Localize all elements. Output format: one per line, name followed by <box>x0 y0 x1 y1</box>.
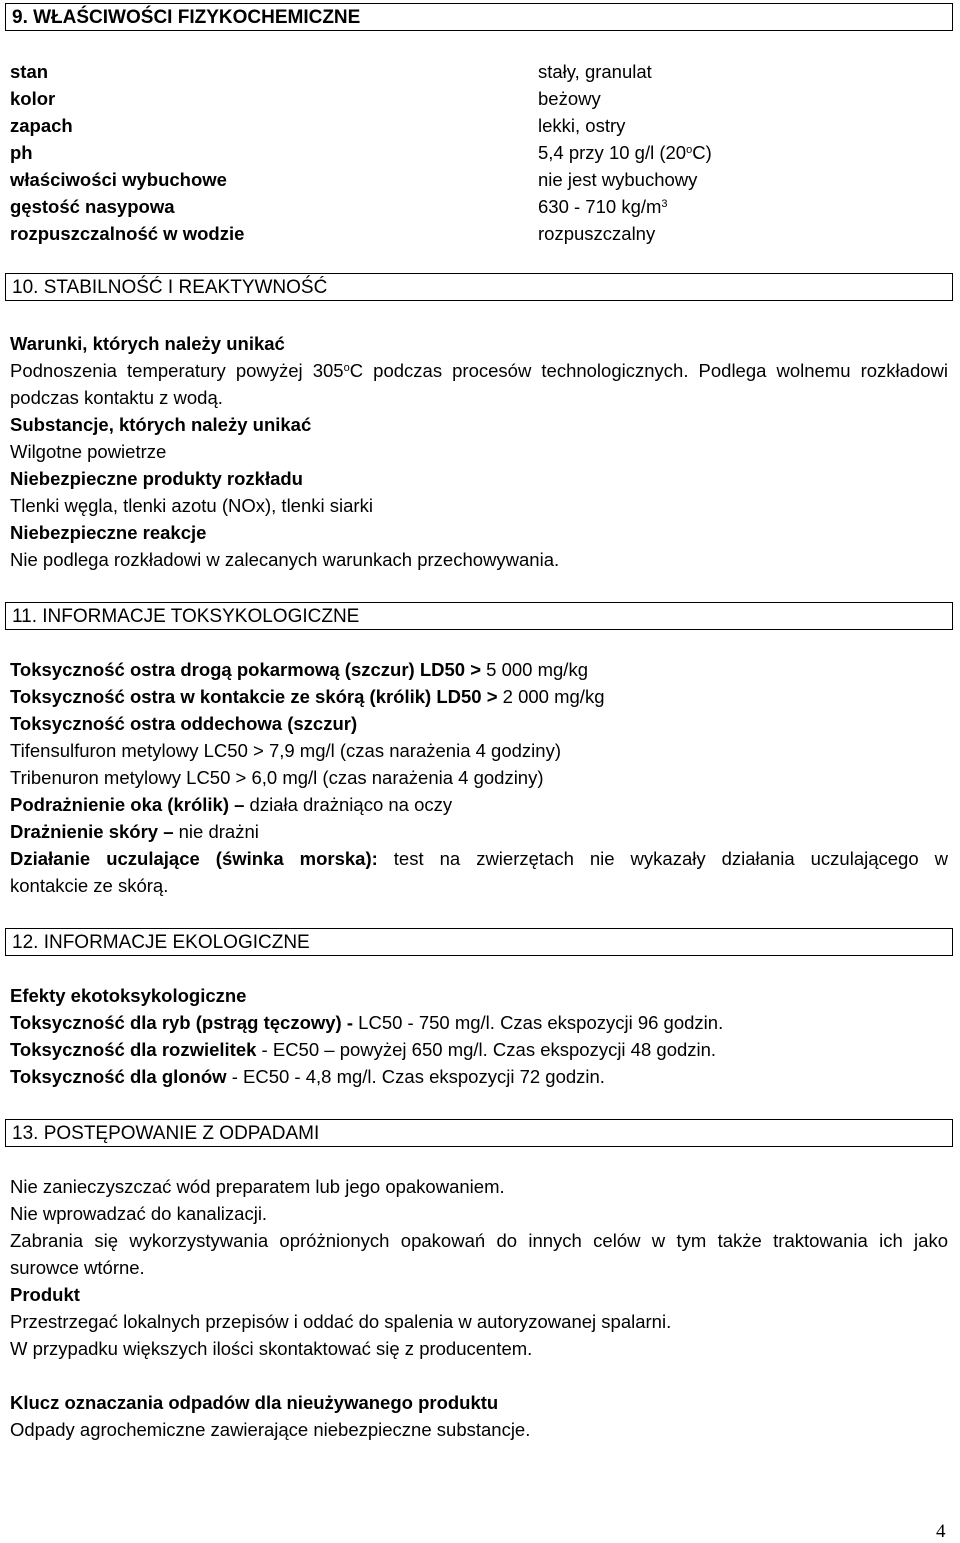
prop-value-explosive: nie jest wybuchowy <box>538 169 698 190</box>
eye-irritation-label: Podrażnienie oka (królik) – <box>10 794 245 815</box>
sensitization-line-1 <box>10 848 948 870</box>
eye-irritation-value: działa drażniąco na oczy <box>244 794 453 815</box>
ecotox-fish-value: LC50 - 750 mg/l. Czas ekspozycji 96 godzin. <box>353 1012 724 1033</box>
density-value-exponent: 3 <box>661 198 668 210</box>
prop-value-bulk-density <box>538 196 668 218</box>
sensitization-label: Działanie uczulające (świnka morska): <box>10 848 378 869</box>
conditions-avoid-line-1 <box>10 360 948 382</box>
product-line-2: W przypadku większych ilości skontaktować się z producentem. <box>10 1338 533 1359</box>
ecotox-fish-line <box>10 1012 723 1034</box>
ecotox-algae-line <box>10 1066 605 1088</box>
ecotox-daphnia-value: - EC50 – powyżej 650 mg/l. Czas ekspozycji 48 godzin. <box>256 1039 717 1060</box>
ph-value-unit: C) <box>692 142 712 163</box>
page-number: 4 <box>936 1521 946 1542</box>
ecotox-fish-label: Toksyczność dla ryb (pstrąg tęczowy) - <box>10 1012 354 1033</box>
conditions-text-b: C podczas procesów technologicznych. Podlega wolnemu rozkładowi <box>349 360 948 381</box>
tox-dermal-label: Toksyczność ostra w kontakcie ze skórą (królik) LD50 > <box>10 686 498 707</box>
prop-value-solubility: rozpuszczalny <box>538 223 656 244</box>
heading-product: Produkt <box>10 1284 80 1305</box>
prop-label-explosive: właściwości wybuchowe <box>10 169 227 190</box>
skin-irritation-line <box>10 821 259 843</box>
tox-oral-label: Toksyczność ostra drogą pokarmową (szczur) LD50 > <box>10 659 482 680</box>
prop-value-ph <box>538 142 712 164</box>
section-9-header <box>5 3 953 31</box>
prop-value-state: stały, granulat <box>538 61 652 82</box>
tox-oral-line <box>10 659 588 681</box>
section-9-title: 9. WŁAŚCIWOŚCI FIZYKOCHEMICZNE <box>12 7 361 28</box>
ph-value-main: 5,4 przy 10 g/l (20 <box>538 142 687 163</box>
ph-value-degree: o <box>686 144 693 156</box>
eye-irritation-line <box>10 794 452 816</box>
section-10-header <box>5 273 953 301</box>
prop-label-color: kolor <box>10 88 56 109</box>
heading-substances-avoid: Substancje, których należy unikać <box>10 414 312 435</box>
waste-line-1: Nie zanieczyszczać wód preparatem lub jego opakowaniem. <box>10 1176 505 1197</box>
conditions-degree: o <box>343 362 350 374</box>
prop-label-state: stan <box>10 61 49 82</box>
product-line-1: Przestrzegać lokalnych przepisów i oddać do spalenia w autoryzowanej spalarni. <box>10 1311 672 1332</box>
skin-irritation-value: nie drażni <box>173 821 259 842</box>
waste-line-2: Nie wprowadzać do kanalizacji. <box>10 1203 268 1224</box>
skin-irritation-label: Drażnienie skóry – <box>10 821 174 842</box>
heading-waste-code: Klucz oznaczania odpadów dla nieużywanego produktu <box>10 1392 499 1413</box>
heading-conditions-avoid: Warunki, których należy unikać <box>10 333 285 354</box>
section-10-title: 10. STABILNOŚĆ I REAKTYWNOŚĆ <box>12 277 328 298</box>
ecotox-algae-label: Toksyczność dla glonów <box>10 1066 227 1087</box>
decomposition-products-text: Tlenki węgla, tlenki azotu (NOx), tlenki siarki <box>10 495 373 516</box>
tox-dermal-value: 2 000 mg/kg <box>497 686 605 707</box>
section-11-title: 11. INFORMACJE TOKSYKOLOGICZNE <box>12 606 360 627</box>
prop-value-odor: lekki, ostry <box>538 115 626 136</box>
ecotox-daphnia-line <box>10 1039 716 1061</box>
tox-inhalation-line-2: Tribenuron metylowy LC50 > 6,0 mg/l (czas narażenia 4 godziny) <box>10 767 544 788</box>
heading-ecotox-effects: Efekty ekotoksykologiczne <box>10 985 247 1006</box>
tox-inhalation-heading: Toksyczność ostra oddechowa (szczur) <box>10 713 358 734</box>
prop-label-bulk-density: gęstość nasypowa <box>10 196 175 217</box>
prop-label-odor: zapach <box>10 115 73 136</box>
hazardous-reactions-text: Nie podlega rozkładowi w zalecanych warunkach przechowywania. <box>10 549 560 570</box>
heading-hazardous-reactions: Niebezpieczne reakcje <box>10 522 207 543</box>
waste-line-3: Zabrania się wykorzystywania opróżnionych opakowań do innych celów w tym także traktowania ich jako <box>10 1230 948 1251</box>
prop-label-ph: ph <box>10 142 33 163</box>
heading-decomposition-products: Niebezpieczne produkty rozkładu <box>10 468 303 489</box>
conditions-text-a: Podnoszenia temperatury powyżej 305 <box>10 360 344 381</box>
section-13-header <box>5 1119 953 1147</box>
prop-label-solubility: rozpuszczalność w wodzie <box>10 223 245 244</box>
section-12-title: 12. INFORMACJE EKOLOGICZNE <box>12 932 310 953</box>
tox-dermal-line <box>10 686 604 708</box>
ecotox-algae-value: - EC50 - 4,8 mg/l. Czas ekspozycji 72 godzin. <box>226 1066 605 1087</box>
sensitization-line-2: kontakcie ze skórą. <box>10 875 169 896</box>
prop-value-color: beżowy <box>538 88 601 109</box>
section-11-header <box>5 602 953 630</box>
sensitization-value: test na zwierzętach nie wykazały działania uczulającego w <box>377 848 948 869</box>
substances-avoid-text: Wilgotne powietrze <box>10 441 167 462</box>
section-13-title: 13. POSTĘPOWANIE Z ODPADAMI <box>12 1123 320 1144</box>
ecotox-daphnia-label: Toksyczność dla rozwielitek <box>10 1039 257 1060</box>
density-value-main: 630 - 710 kg/m <box>538 196 662 217</box>
conditions-avoid-line-2: podczas kontaktu z wodą. <box>10 387 223 408</box>
tox-oral-value: 5 000 mg/kg <box>481 659 588 680</box>
waste-line-4: surowce wtórne. <box>10 1257 145 1278</box>
waste-code-text: Odpady agrochemiczne zawierające niebezpieczne substancje. <box>10 1419 531 1440</box>
section-12-header <box>5 928 953 956</box>
tox-inhalation-line-1: Tifensulfuron metylowy LC50 > 7,9 mg/l (czas narażenia 4 godziny) <box>10 740 561 761</box>
